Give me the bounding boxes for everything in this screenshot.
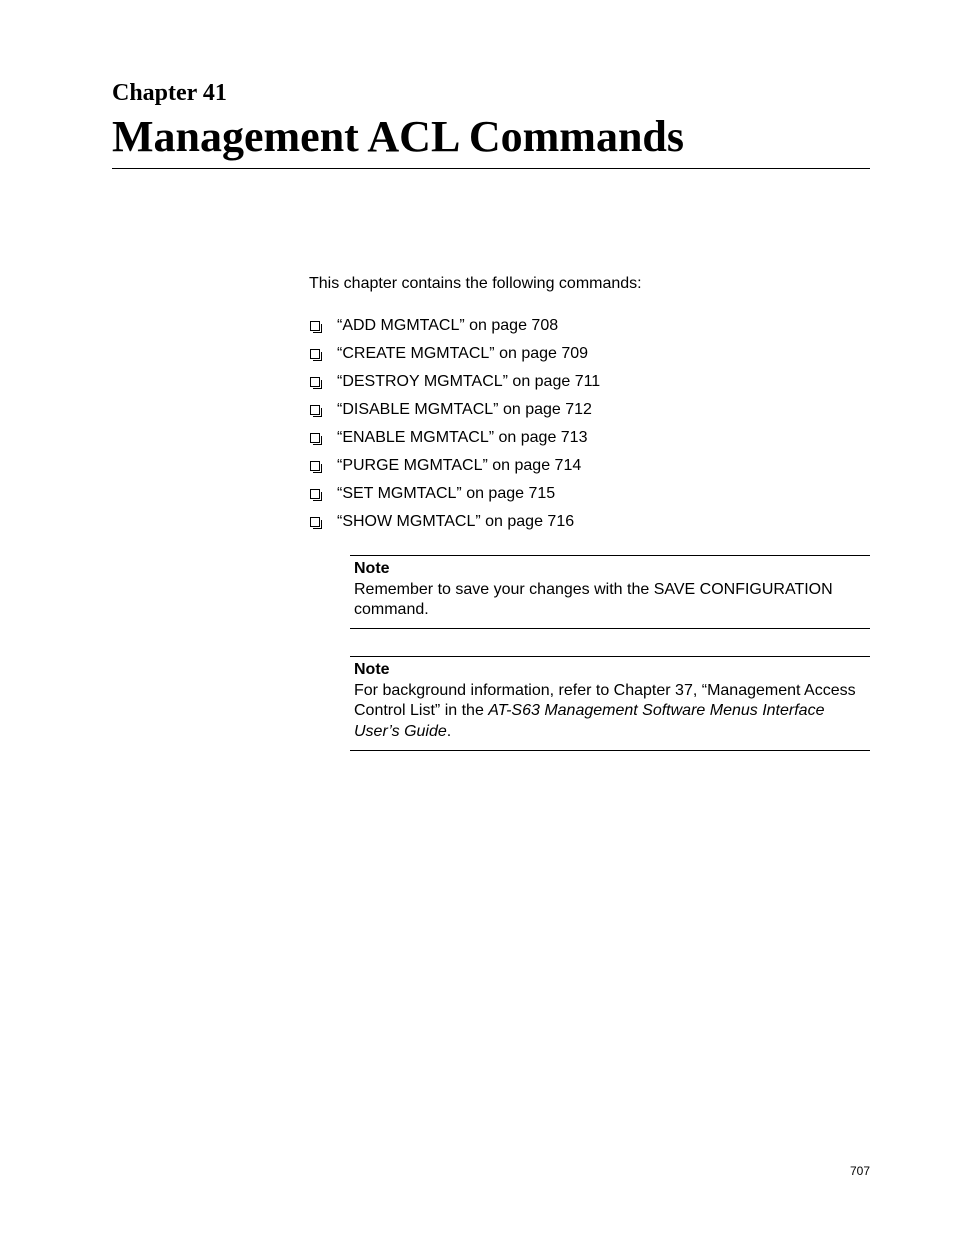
chapter-label: Chapter 41 <box>112 80 227 106</box>
command-link[interactable]: “ADD MGMTACL” on page 708 <box>337 317 559 334</box>
list-item[interactable] <box>309 452 871 480</box>
guide-title: AT-S63 Management Software Menus Interface User’s Guide <box>354 702 825 740</box>
note-title: Note <box>354 560 390 577</box>
page-number: 707 <box>849 1164 870 1178</box>
checkbox-bullet-icon <box>310 349 320 359</box>
checkbox-bullet-icon <box>310 405 320 415</box>
note-body <box>354 681 866 743</box>
chapter-title: Management ACL Commands <box>112 112 685 161</box>
checkbox-bullet-icon <box>310 489 320 499</box>
note-body-text: For background information, refer to Chapter 37, “Management Access Control List” in the <box>354 681 856 719</box>
command-link[interactable]: “PURGE MGMTACL” on page 714 <box>337 457 582 474</box>
note-body: Remember to save your changes with the SAVE CONFIGURATION command. <box>354 580 833 618</box>
command-link[interactable]: “ENABLE MGMTACL” on page 713 <box>337 429 588 446</box>
note-body-end: . <box>446 722 452 740</box>
command-link[interactable]: “SHOW MGMTACL” on page 716 <box>337 513 575 530</box>
list-item[interactable] <box>309 368 871 396</box>
checkbox-bullet-icon <box>310 321 320 331</box>
list-item[interactable] <box>309 480 871 508</box>
command-link[interactable]: “SET MGMTACL” on page 715 <box>337 485 556 502</box>
command-link[interactable]: “DISABLE MGMTACL” on page 712 <box>337 401 592 418</box>
checkbox-bullet-icon <box>310 377 320 387</box>
note-save-configuration <box>350 555 870 629</box>
checkbox-bullet-icon <box>310 433 320 443</box>
note-background-information <box>350 656 870 751</box>
command-link[interactable]: “DESTROY MGMTACL” on page 711 <box>337 373 601 390</box>
command-link[interactable]: “CREATE MGMTACL” on page 709 <box>337 345 589 362</box>
title-divider <box>112 168 870 169</box>
note-title: Note <box>354 661 390 678</box>
intro-text: This chapter contains the following commands: <box>309 275 642 292</box>
list-item[interactable] <box>309 312 871 340</box>
checkbox-bullet-icon <box>310 461 320 471</box>
command-list <box>309 312 871 536</box>
chapter-contents <box>309 274 871 536</box>
checkbox-bullet-icon <box>310 517 320 527</box>
list-item[interactable] <box>309 424 871 452</box>
list-item[interactable] <box>309 508 871 536</box>
list-item[interactable] <box>309 340 871 368</box>
list-item[interactable] <box>309 396 871 424</box>
